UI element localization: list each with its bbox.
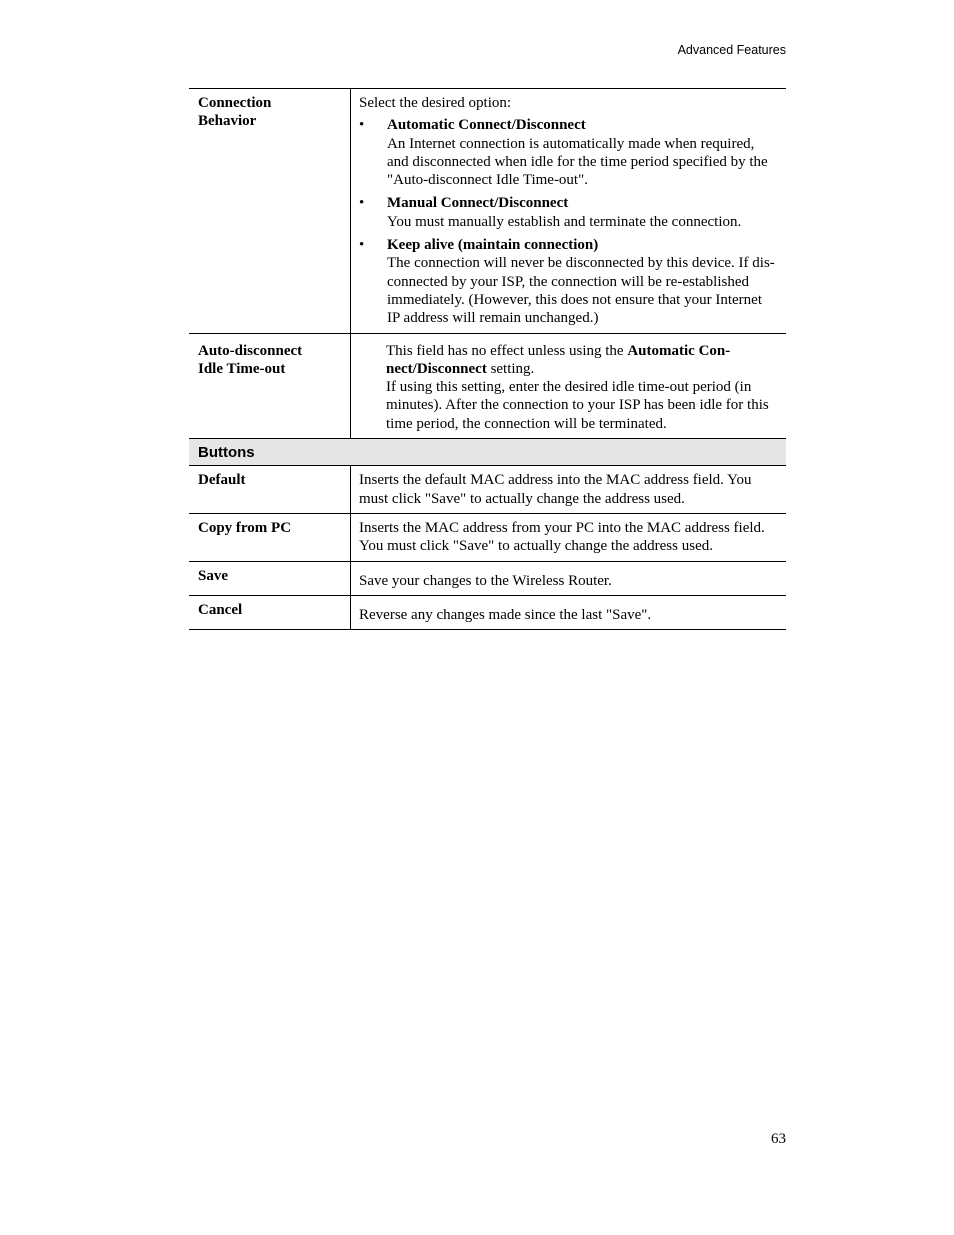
list-item: [359, 236, 778, 327]
bullet-icon: •: [359, 195, 365, 212]
bullet-icon: •: [359, 117, 365, 134]
row-description: [351, 333, 787, 438]
option-text: An Internet connection is automatically made when required, and disconnected when idle for the time period specified by the "Auto-disconnect Idle Time-out".: [387, 135, 768, 189]
table-row: [189, 595, 786, 629]
settings-table: [189, 88, 786, 630]
row-label: [189, 89, 351, 334]
running-header: Advanced Features: [677, 43, 786, 57]
option-title: Keep alive (maintain connection): [387, 237, 599, 254]
list-item: [359, 194, 778, 231]
row-description: Save your changes to the Wireless Router.: [359, 572, 612, 589]
option-title: Automatic Connect/Disconnect: [387, 117, 586, 134]
list-item: [359, 116, 778, 189]
intro-text: Select the desired option:: [359, 95, 512, 111]
row-label: Copy from PC: [189, 513, 351, 561]
text-segment: setting.: [486, 360, 535, 377]
table-row: [189, 89, 786, 334]
option-title: Manual Connect/Disconnect: [387, 195, 569, 212]
table-row: [189, 466, 786, 514]
row-label: [189, 333, 351, 438]
label-line: Behavior: [198, 113, 257, 130]
text-emphasis: Automatic Con-nect/Disconnect: [386, 342, 731, 377]
bullet-icon: •: [359, 237, 365, 254]
label-line: Idle Time-out: [198, 360, 286, 377]
option-text: You must manually establish and terminate the connection.: [387, 213, 742, 230]
option-list: [359, 116, 778, 327]
table-row: [189, 561, 786, 595]
description-text: If using this setting, enter the desired idle time-out period (in minutes). After the connection to your ISP has been idle for this time period, the connection will be terminated.: [386, 379, 769, 432]
table-row: [189, 513, 786, 561]
section-header-row: [189, 439, 786, 466]
label-line: Connection: [198, 95, 272, 111]
option-text: The connection will never be disconnected by this device. If dis-connected by your ISP, the connection will be re-established immediately. (However, this does not ensure that your Internet IP address will remain unchanged.): [387, 255, 775, 327]
page-number: 63: [771, 1131, 786, 1147]
row-label: Save: [189, 561, 351, 595]
row-label: Cancel: [189, 595, 351, 629]
row-description: [351, 89, 787, 334]
text-segment: This field has no effect unless using the: [386, 342, 628, 359]
row-description: Inserts the default MAC address into the MAC address field. You must click "Save" to actually change the address used.: [359, 472, 752, 507]
description-text: [359, 342, 778, 379]
section-heading: Buttons: [189, 439, 786, 466]
row-description: Inserts the MAC address from your PC into the MAC address field. You must click "Save" to actually change the address used.: [359, 519, 765, 555]
row-description: Reverse any changes made since the last "Save".: [359, 606, 652, 623]
table-row: [189, 333, 786, 438]
row-label: Default: [189, 466, 351, 514]
label-line: Auto-disconnect: [198, 342, 303, 359]
